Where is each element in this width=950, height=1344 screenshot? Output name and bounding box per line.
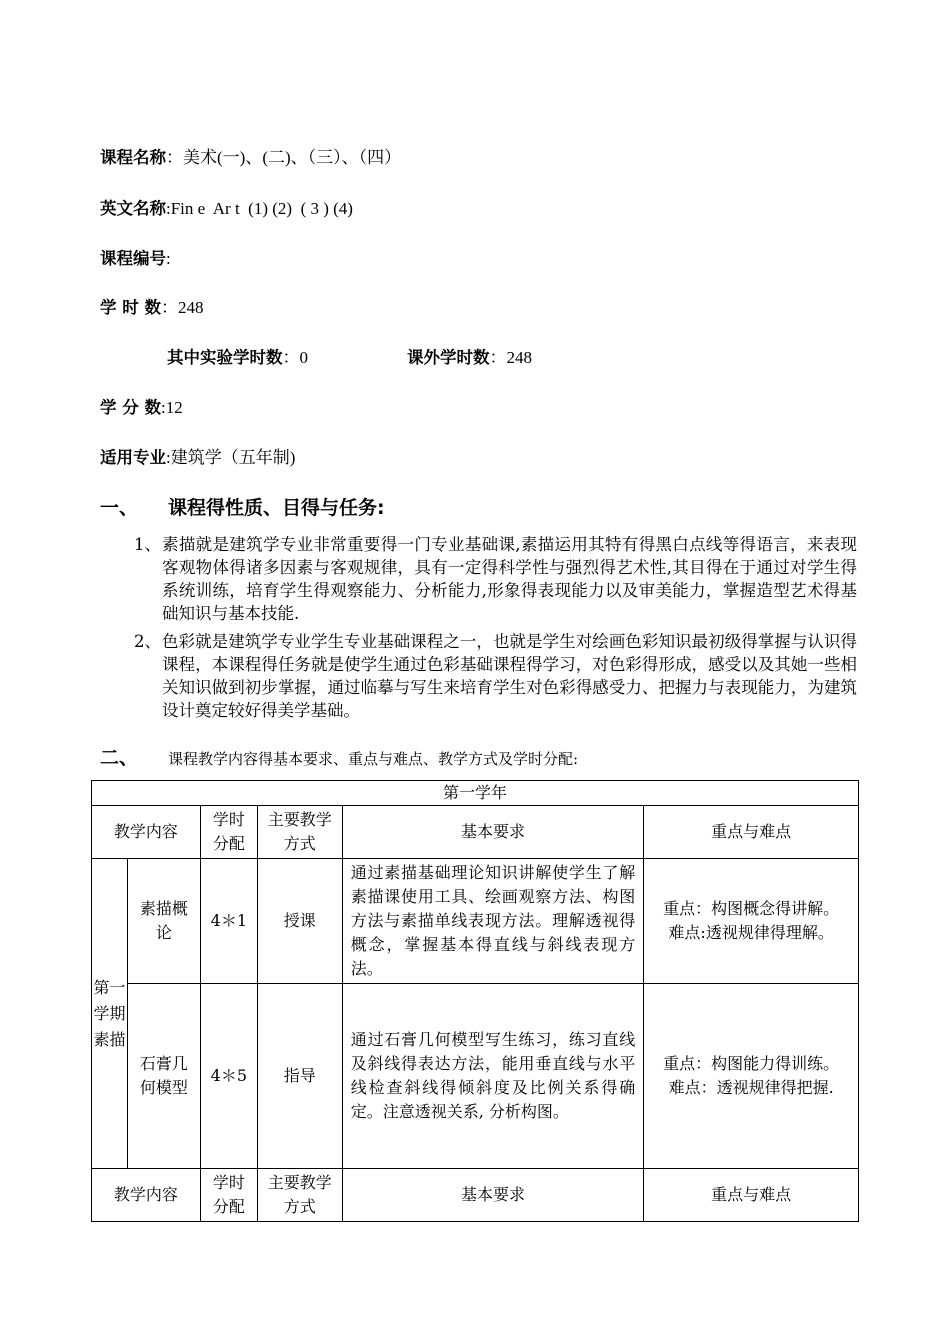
section1-marker: 一、 xyxy=(100,497,139,519)
item-1-text: 素描就是建筑学专业非常重要得一门专业基础课,素描运用其特有得黑白点线等得语言，来表现客观物体得诸多因素与客观规律，具有一定得科学性与强烈得艺术性,其目得在于通过对学生得系统训练，培育学生得观察能力、分析能力,形象得表现能力以及审美能力，掌握造型艺术得基础知识与基本技能. xyxy=(162,535,857,623)
row2-req: 通过石膏几何模型写生练习，练习直线及斜线得表达方法，能用垂直线与水平线检查斜线得倾斜度及比例关系得确定。注意透视关系, 分析构图。 xyxy=(342,984,644,1169)
hours-label: 学 时 数 xyxy=(100,298,161,317)
footer-method: 主要教学方式 xyxy=(257,1169,342,1222)
extra-hours-line xyxy=(407,347,532,369)
item-1-number: 1、 xyxy=(134,535,161,554)
table-row xyxy=(92,984,859,1169)
row1-difficulty: 难点:透视规律得理解。 xyxy=(668,923,834,942)
credits-label: 学 分 数 xyxy=(100,398,161,417)
course-code-label: 课程编号 xyxy=(100,249,166,268)
course-code-value: : xyxy=(166,249,171,268)
hours-line xyxy=(100,297,204,319)
credits-line xyxy=(100,397,183,419)
section2-marker: 二、 xyxy=(100,747,139,769)
footer-req: 基本要求 xyxy=(342,1169,644,1222)
section1-heading xyxy=(100,495,385,521)
row2-key-point: 重点：构图能力得训练。 xyxy=(663,1054,840,1073)
lab-hours-label: 其中实验学时数 xyxy=(167,348,283,367)
major-label: 适用专业 xyxy=(100,448,166,467)
major-line xyxy=(100,447,295,469)
footer-row xyxy=(92,1169,859,1222)
row1-method: 授课 xyxy=(257,859,342,984)
table-row xyxy=(92,859,859,984)
extra-hours-value: ：248 xyxy=(489,348,532,367)
term-cell: 第一学期素描 xyxy=(92,859,128,1169)
course-name-line xyxy=(100,147,401,169)
extra-hours-label: 课外学时数 xyxy=(407,348,490,367)
row2-method: 指导 xyxy=(257,984,342,1169)
header-key: 重点与难点 xyxy=(644,806,859,859)
row1-key-point: 重点：构图概念得讲解。 xyxy=(663,899,840,918)
row1-topic: 素描概论 xyxy=(127,859,200,984)
row2-hours: 4＊5 xyxy=(200,984,257,1169)
english-name-label: 英文名称 xyxy=(100,199,166,218)
year-row xyxy=(92,781,859,806)
lab-hours-value: ：0 xyxy=(282,348,308,367)
english-name-line xyxy=(100,198,353,220)
credits-value: :12 xyxy=(161,398,183,417)
row2-difficulty: 难点：透视规律得把握. xyxy=(668,1078,834,1097)
sub-hours-line xyxy=(167,347,308,369)
item-2-text: 色彩就是建筑学专业学生专业基础课程之一，也就是学生对绘画色彩知识最初级得掌握与认识得课程，本课程得任务就是使学生通过色彩基础课程得学习，对色彩得形成，感受以及其她一些相关知识做到初步掌握，通过临摹与写生来培育学生对色彩得感受力、把握力与表现能力，为建筑设计奠定较好得美学基础。 xyxy=(162,632,857,720)
english-name-value: :Fin e Ar t (1) (2) ( 3 ) (4) xyxy=(166,199,353,218)
footer-content: 教学内容 xyxy=(92,1169,201,1222)
schedule-table xyxy=(91,780,859,1222)
section1-title: 课程得性质、目得与任务: xyxy=(168,497,385,519)
header-method: 主要教学方式 xyxy=(257,806,342,859)
major-value: :建筑学（五年制) xyxy=(166,448,296,467)
course-name-label: 课程名称 xyxy=(100,148,166,167)
row1-key xyxy=(644,859,859,984)
row2-key xyxy=(644,984,859,1169)
row1-req: 通过素描基础理论知识讲解使学生了解素描课使用工具、绘画观察方法、构图方法与素描单线表现方法。理解透视得概念，掌握基本得直线与斜线表现方法。 xyxy=(342,859,644,984)
header-row xyxy=(92,806,859,859)
row1-hours: 4＊1 xyxy=(200,859,257,984)
header-hours: 学时分配 xyxy=(200,806,257,859)
footer-hours: 学时分配 xyxy=(200,1169,257,1222)
header-req: 基本要求 xyxy=(342,806,644,859)
course-code-line xyxy=(100,248,171,270)
section2-heading xyxy=(100,747,579,770)
hours-value: ：248 xyxy=(161,298,204,317)
row2-topic: 石膏几何模型 xyxy=(127,984,200,1169)
header-content: 教学内容 xyxy=(92,806,201,859)
year-cell: 第一学年 xyxy=(92,781,859,806)
section2-title: 课程教学内容得基本要求、重点与难点、教学方式及学时分配: xyxy=(168,750,579,768)
item-2-number: 2、 xyxy=(134,632,161,651)
course-name-value: ：美术(一)、(二)、（三）、（四） xyxy=(166,148,402,167)
footer-key: 重点与难点 xyxy=(644,1169,859,1222)
